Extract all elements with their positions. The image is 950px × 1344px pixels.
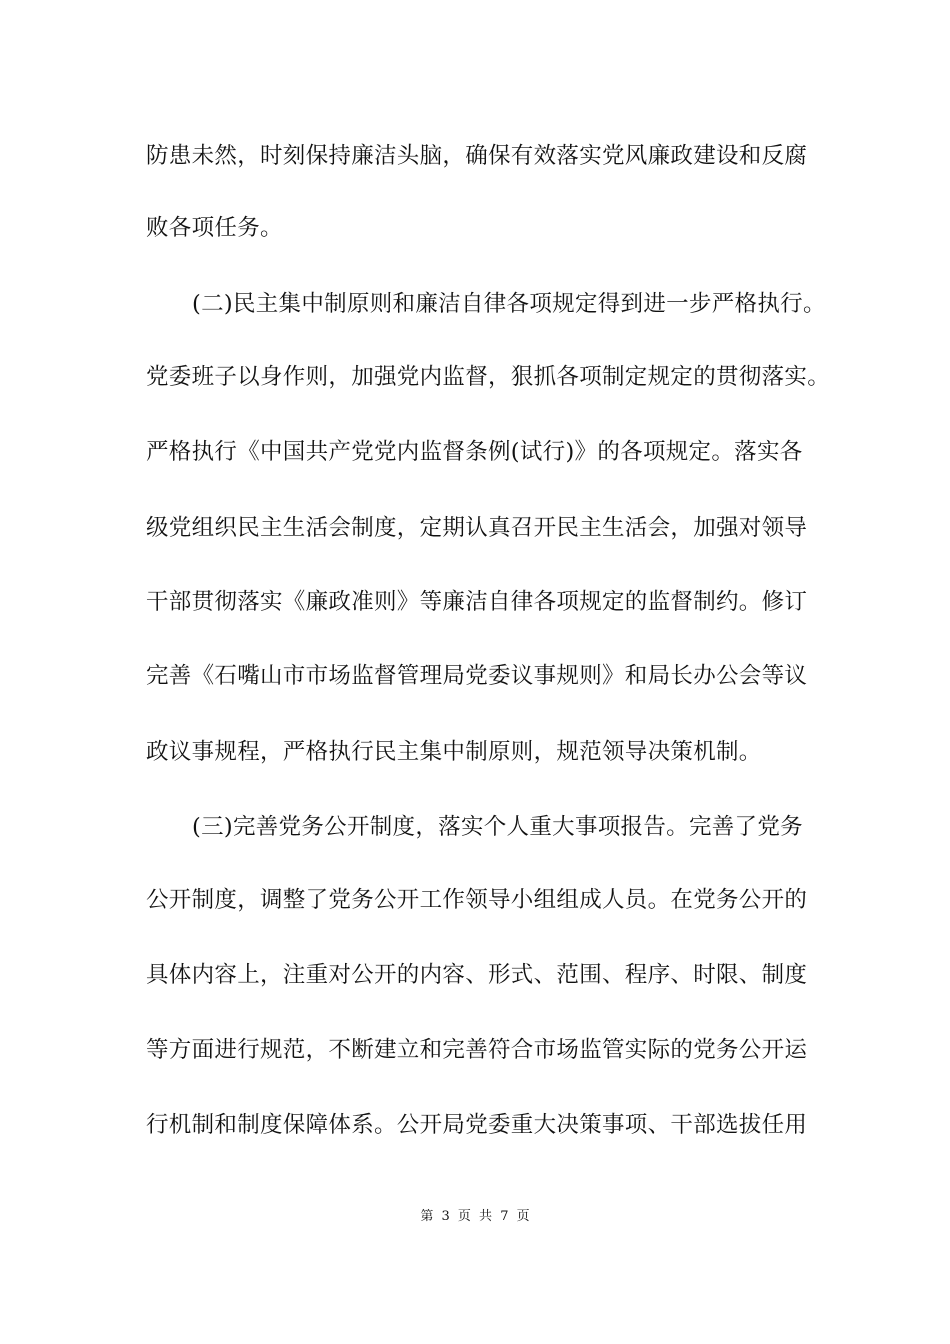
text-line-11: 公开制度，调整了党务公开工作领导小组组成人员。在党务公开的	[146, 887, 808, 913]
text-line-1: 防患未然，时刻保持廉洁头脑，确保有效落实党风廉政建设和反腐	[146, 143, 808, 169]
text-line-9: 政议事规程，严格执行民主集中制原则，规范领导决策机制。	[146, 739, 762, 765]
text-line-3: (二)民主集中制原则和廉洁自律各项规定得到进一步严格执行。	[192, 291, 826, 317]
text-line-14: 行机制和制度保障体系。公开局党委重大决策事项、干部选拔任用	[146, 1112, 808, 1138]
text-line-10: (三)完善党务公开制度，落实个人重大事项报告。完善了党务	[192, 814, 803, 840]
text-line-5: 严格执行《中国共产党党内监督条例(试行)》的各项规定。落实各	[146, 439, 803, 465]
page-number-footer: 第 3 页 共 7 页	[420, 1209, 530, 1224]
text-line-12: 具体内容上，注重对公开的内容、形式、范围、程序、时限、制度	[146, 962, 808, 988]
text-line-2: 败各项任务。	[146, 215, 283, 241]
text-line-7: 干部贯彻落实《廉政准则》等廉洁自律各项规定的监督制约。修订	[146, 589, 808, 615]
text-line-8: 完善《石嘴山市市场监督管理局党委议事规则》和局长办公会等议	[146, 663, 808, 689]
text-line-13: 等方面进行规范，不断建立和完善符合市场监管实际的党务公开运	[146, 1037, 808, 1063]
text-line-4: 党委班子以身作则，加强党内监督，狠抓各项制定规定的贯彻落实。	[146, 364, 831, 390]
text-line-6: 级党组织民主生活会制度，定期认真召开民主生活会，加强对领导	[146, 515, 808, 541]
